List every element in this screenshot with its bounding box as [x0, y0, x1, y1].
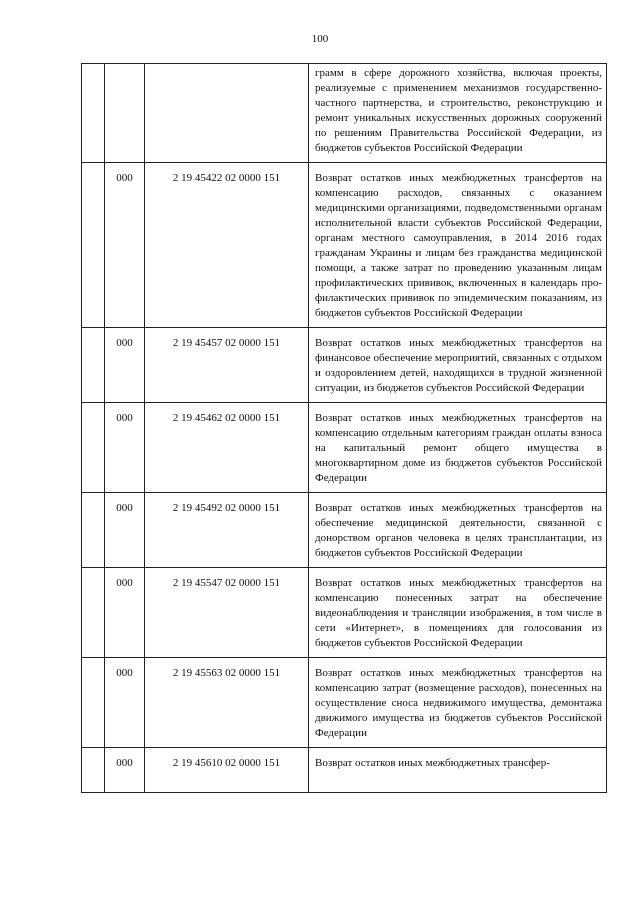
table-row	[82, 493, 607, 568]
table-row	[82, 328, 607, 403]
admin-code-cell	[105, 64, 145, 163]
description-cell: грамм в сфере дорожного хозяйства, включая проекты, реализуемые с применением механизмов государственно-частного партнерства, и строительство, реконструкцию и ремонт уникальных искусственных дорожных сооружений по решениям Правительства Российской Федерации, из бюджетов субъектов Российской Федерации	[309, 64, 607, 163]
budget-codes-table	[81, 63, 607, 793]
admin-code-cell: 000	[105, 658, 145, 748]
budget-code-cell: 2 19 45563 02 0000 151	[145, 658, 309, 748]
margin-cell	[82, 493, 105, 568]
admin-code-cell: 000	[105, 568, 145, 658]
admin-code-cell: 000	[105, 493, 145, 568]
table-row	[82, 748, 607, 793]
budget-code-cell: 2 19 45492 02 0000 151	[145, 493, 309, 568]
budget-code-cell: 2 19 45462 02 0000 151	[145, 403, 309, 493]
description-cell: Возврат остатков иных межбюджетных трансфертов на компенсацию понесенных затрат на обеспечение видеонаблюдения и трансляции изображения, в том числе в сети «Интернет», в помещениях для голосования из бюджетов субъектов Российской Федерации	[309, 568, 607, 658]
description-cell: Возврат остатков иных межбюджетных трансфер-	[309, 748, 607, 793]
admin-code-cell: 000	[105, 748, 145, 793]
budget-code-cell: 2 19 45547 02 0000 151	[145, 568, 309, 658]
page-number: 100	[311, 33, 329, 45]
margin-cell	[82, 748, 105, 793]
admin-code-cell: 000	[105, 163, 145, 328]
table-row	[82, 403, 607, 493]
table-row	[82, 658, 607, 748]
description-cell: Возврат остатков иных межбюджетных трансфертов на компенсацию затрат (возмещение расходов), понесенных на осуществление сноса недвижимого имущества, демонтажа движимого имущества из бюджетов субъектов Российской Федерации	[309, 658, 607, 748]
description-cell: Возврат остатков иных межбюджетных трансфертов на компенсацию отдельным категориям граждан оплаты взноса на капитальный ремонт общего имущества в многоквартирном доме из бюджетов субъектов Российской Федерации	[309, 403, 607, 493]
description-cell: Возврат остатков иных межбюджетных трансфертов на финансовое обеспечение мероприятий, связанных с отдыхом и оздоровлением детей, находящихся в трудной жизненной ситуации, из бюджетов субъектов Российской Федерации	[309, 328, 607, 403]
description-cell: Возврат остатков иных межбюджетных трансфертов на обеспечение медицинской деятельности, связанной с донорством органов человека в целях трансплантации, из бюджетов субъектов Российской Федерации	[309, 493, 607, 568]
budget-code-cell: 2 19 45457 02 0000 151	[145, 328, 309, 403]
budget-code-cell: 2 19 45422 02 0000 151	[145, 163, 309, 328]
margin-cell	[82, 658, 105, 748]
margin-cell	[82, 403, 105, 493]
admin-code-cell: 000	[105, 403, 145, 493]
margin-cell	[82, 328, 105, 403]
table-row	[82, 64, 607, 163]
margin-cell	[82, 163, 105, 328]
margin-cell	[82, 568, 105, 658]
description-cell: Возврат остатков иных межбюджетных трансфертов на компенсацию расходов, связанных с оказанием медицинскими организациями, подведомственными органам исполнительной власти субъектов Российской Федерации, органам местного самоуправления, в 2014 2016 годах гражданам Украины и лицам без гражданства медицинской помощи, а также затрат по проведению указанным лицам профилактических прививок, включенных в календарь профилактических прививок по эпидемическим показаниям, из бюджетов субъектов Российской Федерации	[309, 163, 607, 328]
budget-code-cell: 2 19 45610 02 0000 151	[145, 748, 309, 793]
admin-code-cell: 000	[105, 328, 145, 403]
table-row	[82, 163, 607, 328]
margin-cell	[82, 64, 105, 163]
budget-code-cell	[145, 64, 309, 163]
table-row	[82, 568, 607, 658]
